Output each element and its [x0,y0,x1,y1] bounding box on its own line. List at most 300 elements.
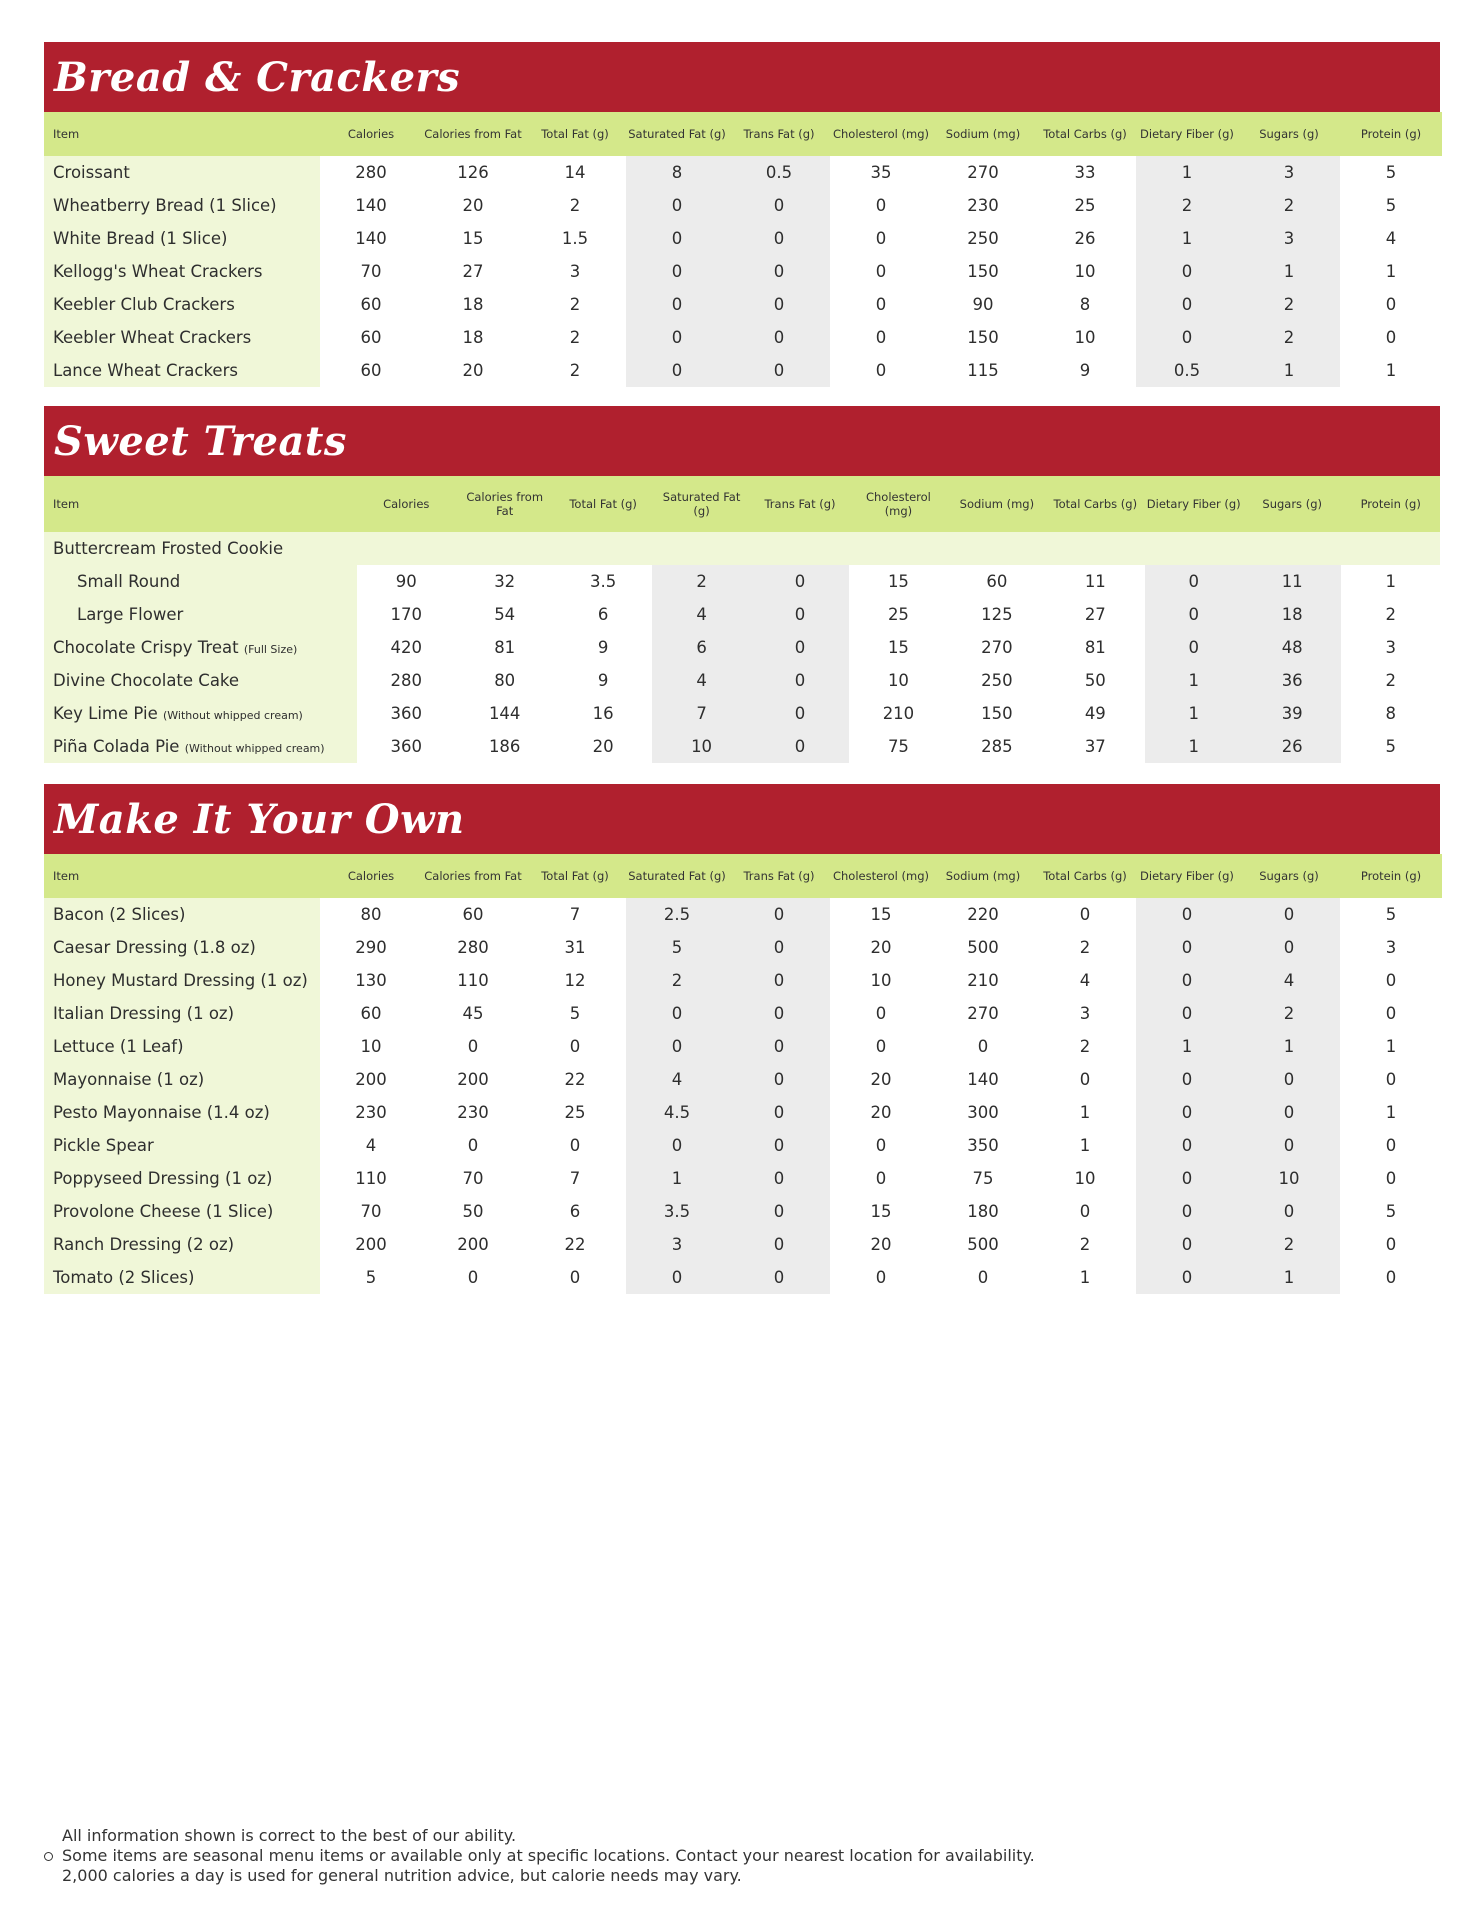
item-name: Croissant [53,163,130,182]
item-name-cell [44,565,357,598]
value-cell: 0 [728,1129,830,1162]
table-row [44,1030,1442,1063]
item-name-cell [44,1030,320,1063]
value-cell: 15 [870,1202,892,1221]
value-cell: 0 [751,565,849,598]
nutrition-table [44,476,1440,763]
value-cell: 1 [1136,222,1238,255]
item-name: Provolone Cheese (1 Slice) [53,1202,274,1221]
value-cell: 126 [457,163,489,182]
value-cell: 0 [751,631,849,664]
value-cell: 10 [1074,328,1096,347]
value-cell: 27 [1084,605,1106,624]
value-cell: 20 [870,1070,892,1089]
column-header: Total Fat (g) [524,112,626,156]
value-cell: 14 [564,163,586,182]
item-name: Honey Mustard Dressing (1 oz) [53,971,308,990]
value-cell: 4 [1079,971,1091,990]
value-cell: 81 [1084,638,1106,657]
value-cell: 22 [564,1070,586,1089]
value-cell: 70 [360,262,382,281]
item-name-cell [44,1096,320,1129]
value-cell: 1 [1385,361,1397,380]
column-header: Trans Fat (g) [728,854,830,898]
value-cell: 0 [728,997,830,1030]
table-row [44,222,1442,255]
value-cell: 16 [592,704,614,723]
value-cell: 360 [390,737,422,756]
item-name-cell [44,1261,320,1294]
value-cell: 75 [887,737,909,756]
value-cell: 1 [1385,1103,1397,1122]
item-name: Piña Colada Pie [53,737,180,756]
item-name: Lance Wheat Crackers [53,361,238,380]
value-cell: 0 [626,189,728,222]
column-header: Calories from Fat [455,476,553,532]
value-cell: 230 [355,1103,387,1122]
value-cell: 0 [1385,328,1397,347]
value-cell: 3 [569,262,581,281]
value-cell: 0 [1136,1261,1238,1294]
value-cell: 75 [972,1169,994,1188]
value-cell: 0 [1385,971,1397,990]
value-cell: 35 [870,163,892,182]
value-cell: 1 [1136,156,1238,189]
item-name-cell [44,1063,320,1096]
value-cell: 125 [981,605,1013,624]
value-cell: 3 [1385,638,1396,657]
value-cell: 5 [626,931,728,964]
value-cell: 350 [967,1136,999,1155]
value-cell: 1 [1145,730,1243,763]
column-header: Total Carbs (g) [1046,476,1144,532]
column-header: Saturated Fat (g) [626,854,728,898]
value-cell: 1 [1136,1030,1238,1063]
item-name: Mayonnaise (1 oz) [53,1070,205,1089]
value-cell: 0 [1145,565,1243,598]
item-name: Keebler Wheat Crackers [53,328,252,347]
value-cell: 0 [1238,1063,1340,1096]
item-name-cell [44,222,320,255]
section-bread-crackers [44,42,1440,387]
value-cell: 22 [564,1235,586,1254]
column-header: Total Carbs (g) [1034,112,1136,156]
value-cell: 3 [1385,938,1397,957]
value-cell: 6 [652,631,750,664]
value-cell: 0 [569,1268,581,1287]
value-cell: 140 [967,1070,999,1089]
value-cell: 6 [597,605,609,624]
value-cell: 90 [395,572,417,591]
value-cell: 2 [569,328,581,347]
column-header: Sodium (mg) [932,112,1034,156]
value-cell: 9 [1079,361,1091,380]
value-cell: 0 [1136,288,1238,321]
value-cell: 180 [967,1202,999,1221]
value-cell: 60 [360,295,382,314]
value-cell: 250 [967,229,999,248]
item-name-cell [44,288,320,321]
value-cell: 0 [1136,1063,1238,1096]
value-cell: 500 [967,938,999,957]
value-cell: 2 [1238,288,1340,321]
value-cell: 0 [626,1129,728,1162]
value-cell: 20 [462,196,484,215]
value-cell: 0 [1136,1129,1238,1162]
item-name-cell [44,354,320,387]
value-cell: 2 [1238,189,1340,222]
section-banner [44,784,1440,854]
item-name-cell [44,532,357,565]
item-name: Wheatberry Bread (1 Slice) [53,196,277,215]
item-name-cell [44,1228,320,1261]
value-cell: 60 [360,361,382,380]
value-cell: 0 [875,262,887,281]
value-cell: 27 [462,262,484,281]
value-cell: 20 [592,737,614,756]
item-name: Ranch Dressing (2 oz) [53,1235,235,1254]
item-name-cell [44,598,357,631]
item-name-cell [44,931,320,964]
value-cell: 0 [1385,295,1397,314]
value-cell: 250 [981,671,1013,690]
value-cell: 0 [728,354,830,387]
value-cell: 0 [1238,931,1340,964]
item-name-cell [44,898,320,931]
item-name: Small Round [77,572,181,591]
value-cell: 186 [488,737,521,756]
item-name: Large Flower [77,605,184,624]
value-cell: 9 [597,638,609,657]
value-cell: 2 [1079,938,1091,957]
value-cell: 0 [626,1261,728,1294]
column-header: Sodium (mg) [948,476,1046,532]
item-name: Chocolate Crispy Treat [53,638,239,657]
value-cell: 0 [751,598,849,631]
value-cell: 20 [870,1103,892,1122]
value-cell: 15 [462,229,484,248]
value-cell: 0 [875,1136,887,1155]
value-cell: 0 [728,964,830,997]
value-cell: 0 [728,1195,830,1228]
column-header: Saturated Fat (g) [626,112,728,156]
value-cell: 0 [569,1037,581,1056]
value-cell: 9 [597,671,609,690]
value-cell: 10 [652,730,750,763]
table-row [44,1129,1442,1162]
item-name: Poppyseed Dressing (1 oz) [53,1169,273,1188]
column-header: Sugars (g) [1243,476,1341,532]
value-cell: 3 [1238,222,1340,255]
footer-notes [40,1826,1035,1886]
item-name: Lettuce (1 Leaf) [53,1037,184,1056]
value-cell: 0 [875,196,887,215]
value-cell: 0 [467,1136,479,1155]
value-cell: 0 [1079,905,1091,924]
value-cell: 2 [1238,321,1340,354]
value-cell: 0 [875,328,887,347]
value-cell: 6 [569,1202,581,1221]
value-cell: 20 [870,938,892,957]
item-name-cell [44,664,357,697]
value-cell: 0 [1238,1096,1340,1129]
column-header: Total Carbs (g) [1034,854,1136,898]
value-cell: 0 [728,931,830,964]
value-cell: 60 [986,572,1008,591]
section-title: Sweet Treats [54,417,347,465]
value-cell: 0 [626,354,728,387]
value-cell: 5 [1385,163,1397,182]
table-row [44,730,1440,763]
table-row [44,598,1440,631]
value-cell: 0 [467,1037,479,1056]
item-name-cell [44,255,320,288]
footer-line: 2,000 calories a day is used for general nutrition advice, but calorie needs may vary. [62,1866,742,1885]
value-cell: 0 [1385,1004,1397,1023]
value-cell: 33 [1074,163,1096,182]
value-cell: 140 [355,196,387,215]
section-make-it-your-own [44,784,1440,1294]
value-cell: 3.5 [626,1195,728,1228]
item-name-cell [44,997,320,1030]
item-name-cell [44,189,320,222]
value-cell: 0 [728,1030,830,1063]
section-title: Make It Your Own [54,795,465,843]
table-header-row [44,112,1442,156]
value-cell: 0 [1238,1195,1340,1228]
value-cell: 1 [1385,1037,1397,1056]
value-cell: 8 [1385,704,1396,723]
section-banner [44,406,1440,476]
table-row [44,964,1442,997]
column-header: Calories [320,854,422,898]
value-cell: 0 [875,1004,887,1023]
value-cell: 0 [875,361,887,380]
value-cell: 110 [457,971,489,990]
value-cell: 0 [728,1162,830,1195]
table-row [44,1195,1442,1228]
column-header: Cholesterol (mg) [830,112,932,156]
value-cell: 280 [390,671,422,690]
value-cell: 2 [569,361,581,380]
item-name: Italian Dressing (1 oz) [53,1004,235,1023]
value-cell: 39 [1243,697,1341,730]
value-cell: 0 [751,697,849,730]
item-name-cell [44,321,320,354]
value-cell: 50 [1084,671,1106,690]
item-name-cell [44,1195,320,1228]
group-spacer [357,532,1440,565]
value-cell: 4 [652,598,750,631]
value-cell: 0.5 [728,156,830,189]
value-cell: 0 [1136,964,1238,997]
value-cell: 1.5 [561,229,589,248]
value-cell: 420 [390,638,422,657]
value-cell: 15 [870,905,892,924]
table-row [44,189,1442,222]
value-cell: 0 [728,1096,830,1129]
value-cell: 0 [1136,255,1238,288]
value-cell: 2 [1238,1228,1340,1261]
value-cell: 8 [1079,295,1091,314]
column-header: Protein (g) [1340,112,1442,156]
value-cell: 0 [569,1136,581,1155]
value-cell: 10 [870,971,892,990]
value-cell: 0 [751,664,849,697]
value-cell: 25 [887,605,909,624]
item-name: Tomato (2 Slices) [53,1268,195,1287]
value-cell: 5 [1385,1202,1397,1221]
value-cell: 0 [626,321,728,354]
value-cell: 2 [1385,671,1396,690]
value-cell: 1 [1385,262,1397,281]
item-note: (Without whipped cream) [184,742,325,755]
section-sweet-treats [44,406,1440,763]
value-cell: 7 [569,1169,581,1188]
value-cell: 0 [1136,1228,1238,1261]
value-cell: 150 [981,704,1013,723]
value-cell: 18 [462,295,484,314]
value-cell: 3.5 [590,572,617,591]
value-cell: 1 [1079,1268,1091,1287]
value-cell: 54 [494,605,516,624]
value-cell: 0 [1238,1129,1340,1162]
value-cell: 36 [1243,664,1341,697]
value-cell: 0 [1385,1070,1397,1089]
value-cell: 0 [751,730,849,763]
value-cell: 15 [887,638,909,657]
nutrition-table [44,854,1442,1294]
item-name: White Bread (1 Slice) [53,229,228,248]
value-cell: 5 [569,1004,581,1023]
value-cell: 80 [360,905,382,924]
value-cell: 10 [1074,1169,1096,1188]
value-cell: 2 [1079,1037,1091,1056]
column-header: Cholesterol (mg) [849,476,947,532]
table-row [44,354,1442,387]
value-cell: 0 [875,295,887,314]
table-row [44,1096,1442,1129]
value-cell: 10 [1238,1162,1340,1195]
value-cell: 70 [462,1169,484,1188]
value-cell: 26 [1074,229,1096,248]
value-cell: 32 [494,572,516,591]
value-cell: 1 [626,1162,728,1195]
value-cell: 0 [626,255,728,288]
value-cell: 45 [462,1004,484,1023]
value-cell: 0 [1136,1195,1238,1228]
item-name: Keebler Club Crackers [53,295,235,314]
column-header: Trans Fat (g) [751,476,849,532]
bullet-circle-icon [44,1852,53,1861]
value-cell: 70 [360,1202,382,1221]
value-cell: 4 [365,1136,377,1155]
value-cell: 18 [462,328,484,347]
value-cell: 1 [1145,664,1243,697]
nutrition-table [44,112,1442,387]
value-cell: 0 [875,229,887,248]
column-header: Calories from Fat [422,112,524,156]
value-cell: 0 [626,222,728,255]
section-banner [44,42,1440,112]
value-cell: 210 [967,971,999,990]
value-cell: 1 [1145,697,1243,730]
table-row [44,1063,1442,1096]
item-note: (Full Size) [243,643,298,656]
value-cell: 0 [1145,631,1243,664]
table-row [44,631,1440,664]
value-cell: 25 [564,1103,586,1122]
value-cell: 280 [457,938,489,957]
value-cell: 2 [652,565,750,598]
value-cell: 1 [1079,1103,1091,1122]
item-name-cell [44,156,320,189]
value-cell: 1 [1238,354,1340,387]
value-cell: 0 [1136,321,1238,354]
table-row [44,1228,1442,1261]
value-cell: 300 [967,1103,999,1122]
value-cell: 0 [1385,1235,1397,1254]
value-cell: 49 [1084,704,1106,723]
value-cell: 200 [355,1235,387,1254]
column-header: Calories from Fat [422,854,524,898]
value-cell: 1 [1238,1030,1340,1063]
item-name: Buttercream Frosted Cookie [53,539,284,558]
value-cell: 81 [494,638,516,657]
value-cell: 60 [360,1004,382,1023]
value-cell: 48 [1243,631,1341,664]
value-cell: 50 [462,1202,484,1221]
value-cell: 0 [626,288,728,321]
column-header: Sodium (mg) [932,854,1034,898]
column-header: Saturated Fat (g) [652,476,750,532]
value-cell: 8 [626,156,728,189]
value-cell: 0 [977,1037,989,1056]
column-header: Calories [357,476,455,532]
value-cell: 4 [1385,229,1397,248]
value-cell: 500 [967,1235,999,1254]
table-header-row [44,476,1440,532]
column-header: Total Fat (g) [554,476,652,532]
value-cell: 0 [728,1063,830,1096]
value-cell: 7 [569,905,581,924]
table-group-row [44,532,1440,565]
value-cell: 0 [1145,598,1243,631]
value-cell: 4 [1238,964,1340,997]
value-cell: 130 [355,971,387,990]
value-cell: 0 [467,1268,479,1287]
value-cell: 0 [728,1261,830,1294]
table-row [44,898,1442,931]
value-cell: 31 [564,938,586,957]
value-cell: 3 [1079,1004,1091,1023]
value-cell: 2 [626,964,728,997]
value-cell: 2 [569,295,581,314]
section-title: Bread & Crackers [54,53,461,101]
value-cell: 200 [457,1235,489,1254]
value-cell: 11 [1243,565,1341,598]
value-cell: 10 [360,1037,382,1056]
item-name: Bacon (2 Slices) [53,905,186,924]
value-cell: 220 [967,905,999,924]
value-cell: 3 [1238,156,1340,189]
column-header: Calories [320,112,422,156]
item-name-cell [44,631,357,664]
table-row [44,1261,1442,1294]
value-cell: 1 [1238,255,1340,288]
item-name-cell [44,730,357,763]
item-name: Pickle Spear [53,1136,154,1155]
